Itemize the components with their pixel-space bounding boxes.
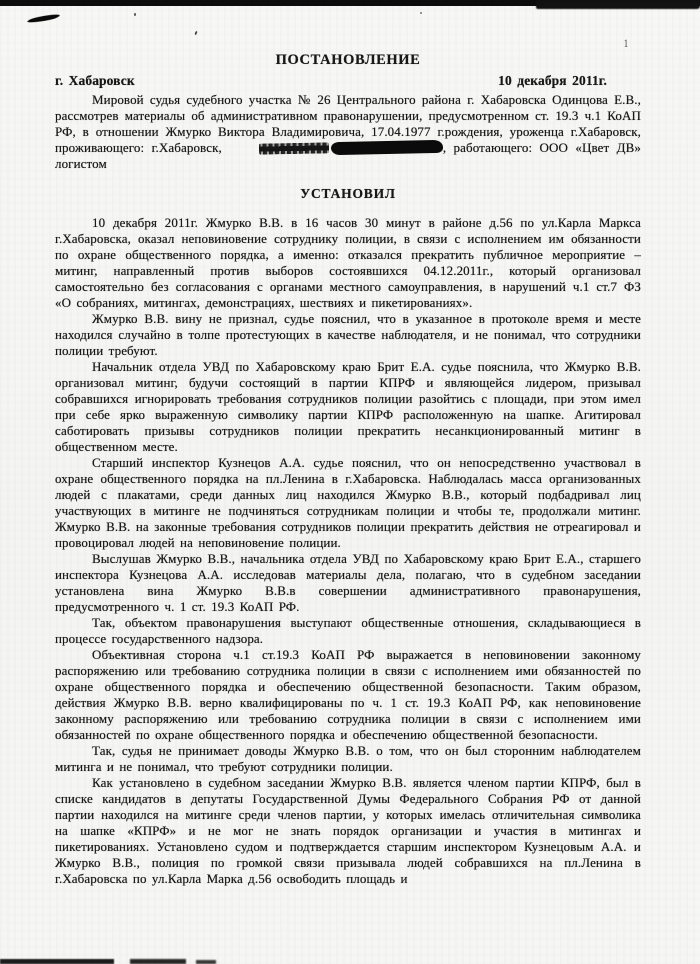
body-paragraph-8: Так, судья не принимает доводы Жмурко В.В. о том, что он был сторонним наблюдателем митинга и не понимал, что требуют сотрудники полиции. bbox=[55, 743, 641, 774]
scan-edge-bar-top-right bbox=[536, 0, 700, 9]
meta-row bbox=[55, 73, 641, 89]
intro-paragraph bbox=[55, 92, 641, 172]
redaction-blob-mark bbox=[331, 140, 443, 155]
body-paragraph-5: Выслушав Жмурко В.В., начальника отдела УВД по Хабаровскому краю Брит Е.А., старшего инспектора Кузнецова А.А. исследовав материалы дела, полагаю, что в судебном заседании установлена вина Жмурко В.В.в совершении административного правонарушения, предусмотренного ч. 1 ст. 19.3 КоАП РФ. bbox=[55, 551, 641, 614]
redacted-address bbox=[222, 141, 443, 154]
pen-dash-mark bbox=[27, 13, 60, 23]
body-paragraph-2: Жмурко В.В. вину не признал, судье пояснил, что в указанное в протоколе время и месте находился случайно в толпе протестующих в качестве наблюдателя, и не понимал, что сотрудники полиции требуют. bbox=[55, 311, 641, 358]
scan-speck bbox=[194, 31, 197, 35]
document-date: 10 декабря 2011г. bbox=[498, 73, 607, 88]
issuing-city: г. Хабаровск bbox=[55, 73, 135, 88]
body-paragraph-3: Начальник отдела УВД по Хабаровскому краю Брит Е.А. судье пояснила, что Жмурко В.В. организовал митинг, будучи состоящий в партии КПРФ и являющейся лидером, призывал собравшихся игнорировать требования сотрудников полиции разойтись с площади, при этом имел при себе ярко выраженную символику партии КПРФ расположенную на шапке. Агитировал саботировать призывы сотрудников полиции прекратить несанкционированный митинг в общественном месте. bbox=[55, 359, 641, 454]
body-paragraph-4: Старший инспектор Кузнецов А.А. судье пояснил, что он непосредственно участвовал в охране общественного порядка на пл.Ленина в г.Хабаровска. Наблюдалась масса организованных людей с плакатами, среди данных лиц находился Жмурко В.В., который подбадривал лиц участвующих в митинге не подчиняться сотрудникам полиции и чтобы те, продолжали митинг. Жмурко В.В. на законные требования сотрудников полиции прекратить действия не отреагировал и провоцировал людей на неповиновение полиции. bbox=[55, 455, 641, 550]
scan-smudge-bottom bbox=[130, 959, 186, 964]
body-paragraph-9: Как установлено в судебном заседании Жмурко В.В. является членом партии КПРФ, был в списке кандидатов в депутаты Государственной Думы Федерального Собрания РФ от данной партии находился на митинге среди членов партии, у которых имелась отличительная символика на шапке «КПРФ» и не мог не знать порядок организации и участия в митингах и пикетированиях. Установлено судом и подтверждается старшим инспектором Кузнецовым А.А. и Жмурко В.В., полиция по громкой связи призывала людей собравшихся на пл.Ленина в г.Хабаровска по ул.Карла Марка д.56 освободить площадь и bbox=[55, 775, 641, 886]
document-text-block bbox=[55, 52, 641, 887]
scan-speck bbox=[420, 12, 422, 14]
page-number-mark: 1 bbox=[623, 36, 629, 50]
body-paragraph-7: Объективная сторона ч.1 ст.19.3 КоАП РФ выражается в неповиновении законному распоряжению или требованию сотрудника полиции в связи с исполнением ими обязанностей по охране общественного порядка и обеспечению общественной безопасности. Таким образом, действия Жмурко В.В. верно квалифицированы по ч. 1 ст. 19.3 КоАП РФ, как неповиновение законному распоряжению или требованию сотрудника полиции в связи с исполнением ими обязанностей по охране общественного порядка и обеспечению общественной безопасности. bbox=[55, 647, 641, 742]
section-heading-ustanovil: УСТАНОВИЛ bbox=[300, 186, 396, 201]
intro-text-after-redaction: , работающего: ООО «Цвет ДВ» логистом bbox=[55, 140, 641, 171]
redaction-strike-mark bbox=[259, 142, 329, 154]
intro-text-before-redaction: Мировой судья судебного участка № 26 Центрального района г. Хабаровска Одинцова Е.В., рассмотрев материалы об административном правонарушении, предусмотренном ст. 19.3 ч.1 КоАП РФ, в отношении Жмурко Виктора Владимировича, 17.04.1977 г.рождения, уроженца г.Хабаровск, проживающего: г.Хабаровск, bbox=[55, 92, 641, 155]
body-paragraph-6: Так, объектом правонарушения выступают общественные отношения, складывающиеся в процессе государственного надзора. bbox=[55, 615, 641, 646]
body-paragraph-1: 10 декабря 2011г. Жмурко В.В. в 16 часов 30 минут в районе д.56 по ул.Карла Маркса г.Хабаровска, оказал неповиновение сотруднику полиции, в связи с исполнением им обязанности по охране общественного порядка, а именно: отказался прекратить публичное мероприятие – митинг, направленный против выборов состоявшихся 04.12.2011г., который организовал самостоятельно без согласования с органами местного самоуправления, в нарушений ч.1 ст.7 ФЗ «О собраниях, митингах, демонстрациях, шествиях и пикетированиях». bbox=[55, 215, 641, 310]
scan-smudge-bottom bbox=[0, 959, 114, 964]
scan-speck bbox=[134, 13, 136, 16]
document-title: ПОСТАНОВЛЕНИЕ bbox=[275, 52, 421, 68]
scan-smudge-bottom bbox=[196, 960, 216, 964]
